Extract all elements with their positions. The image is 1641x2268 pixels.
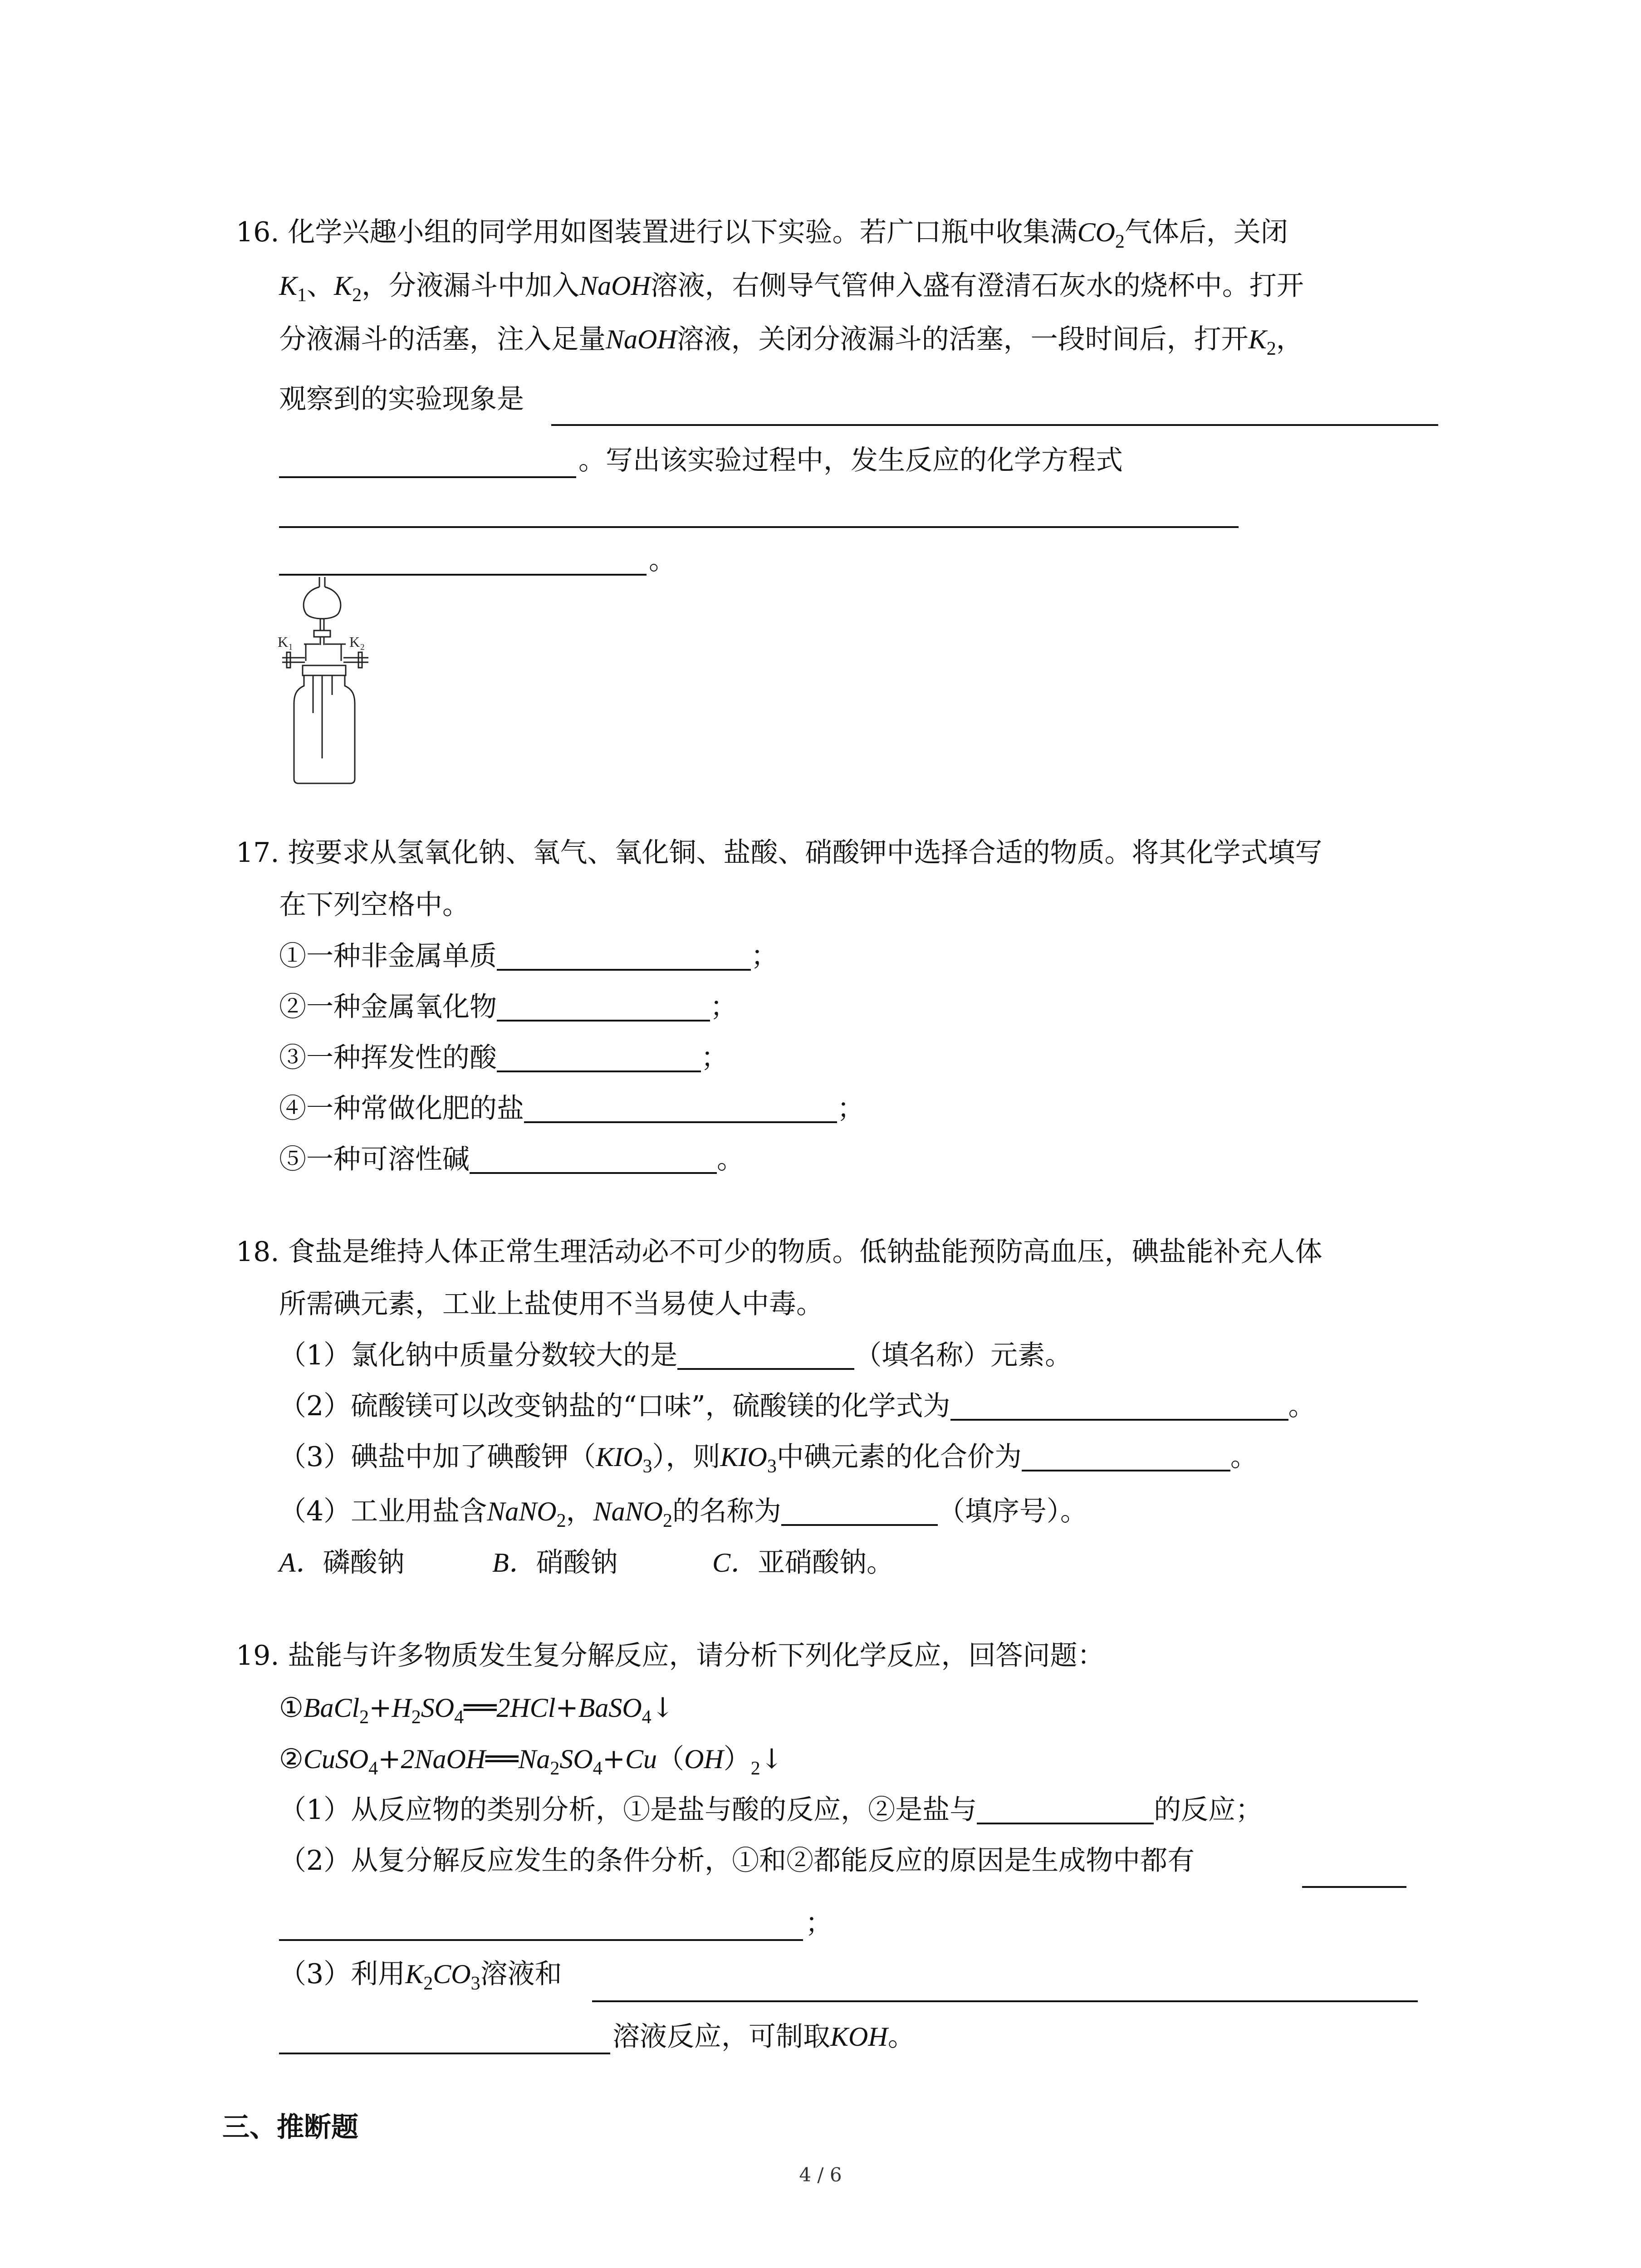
q19-blank-2b[interactable]: [279, 1939, 803, 1941]
q18-blank-3[interactable]: [1022, 1442, 1230, 1471]
section-3-heading: 三、推断题: [222, 2112, 358, 2143]
q17-item-5: ⑤一种可溶性碱 。: [279, 1144, 744, 1175]
q17-blank-1[interactable]: [497, 941, 751, 971]
q17-line-1: 17. 按要求从氢氧化钠、氧气、氧化铜、盐酸、硝酸钾中选择合适的物质。将其化学式填写: [236, 837, 1323, 869]
q17-item-2: ②一种金属氧化物 ；: [279, 991, 737, 1023]
q18-part-2: （2）硫酸镁可以改变钠盐的“口味”，硫酸镁的化学式为 。: [279, 1390, 1316, 1422]
q16-line-4: 观察到的实验现象是: [279, 383, 524, 415]
q18-line-1: 18. 食盐是维持人体正常生理活动必不可少的物质。低钠盐能预防高血压，碘盐能补充人体: [236, 1236, 1323, 1268]
q17-item-3: ③一种挥发性的酸 ；: [279, 1042, 728, 1074]
q18-part-1: （1）氯化钠中质量分数较大的是 （填名称）元素。: [279, 1339, 1073, 1371]
q19-part-2: （2）从复分解反应发生的条件分析，①和②都能反应的原因是生成物中都有: [279, 1845, 1195, 1877]
q19-reaction-2: $②CuSO_4+2NaOH══Na_2SO_4+Cu(OH)_2↓$: [279, 1743, 784, 1779]
q18-option-b[interactable]: B．硝酸钠: [492, 1547, 618, 1579]
q19-blank-3a[interactable]: [592, 2000, 1418, 2002]
q17-number: 17.: [236, 837, 279, 869]
q16-line-2: $K_1$、$K_2$，分液漏斗中加入NaOH溶液，右侧导气管伸入盛有澄清石灰水的烧杯中。打开: [279, 270, 1304, 306]
q19-part-3-end: 溶液反应，可制取KOH。: [612, 2021, 915, 2053]
q18-blank-4[interactable]: [781, 1496, 938, 1526]
q18-option-a[interactable]: A．磷酸钠: [279, 1547, 405, 1579]
q19-number: 19.: [236, 1640, 279, 1672]
q17-item-1: ①一种非金属单质 ；: [279, 940, 778, 972]
q18-blank-2[interactable]: [950, 1391, 1288, 1421]
q16-equation-blank-2[interactable]: [279, 574, 647, 576]
q16-line-3: 分液漏斗的活塞，注入足量NaOH溶液，关闭分液漏斗的活塞，一段时间后，打开$K_2$，: [279, 323, 1303, 359]
q16-line-1: 16. 化学兴趣小组的同学用如图装置进行以下实验。若广口瓶中收集满$CO_2$气体后，关闭: [236, 216, 1288, 252]
q16-answer-blank-2[interactable]: [279, 476, 576, 478]
q17-line-2: 在下列空格中。: [279, 889, 470, 921]
page-number: 4 / 6: [799, 2164, 842, 2186]
q19-blank-2a[interactable]: [1302, 1886, 1406, 1888]
q18-option-c[interactable]: C．亚硝酸钠。: [712, 1547, 894, 1579]
q19-part-2-end: ；: [805, 1907, 833, 1939]
q19-part-1: （1）从反应物的类别分析，①是盐与酸的反应，②是盐与 的反应；: [279, 1794, 1263, 1826]
apparatus-figure: [278, 577, 373, 786]
q18-blank-1[interactable]: [677, 1340, 854, 1370]
q17-blank-2[interactable]: [497, 992, 710, 1022]
q19-reaction-1: $①BaCl_2+H_2SO_4══2HCl+BaSO_4↓$: [279, 1692, 674, 1728]
q17-blank-5[interactable]: [470, 1144, 717, 1174]
q19-line-1: 19. 盐能与许多物质发生复分解反应，请分析下列化学反应，回答问题：: [236, 1640, 1105, 1672]
q16-line-5: 。写出该实验过程中，发生反应的化学方程式: [578, 445, 1123, 476]
q16-line-7: 。: [649, 544, 676, 576]
k1-label: K₁: [278, 634, 294, 650]
q16-equation-blank-1[interactable]: [279, 526, 1239, 528]
q17-item-4: ④一种常做化肥的盐 ；: [279, 1093, 864, 1124]
q17-blank-3[interactable]: [497, 1042, 701, 1072]
q18-part-3: （3）碘盐中加了碘酸钾$(KIO_3)$，则$KIO_3$中碘元素的化合价为 。: [279, 1441, 1258, 1477]
q19-part-3: （3）利用$K_2CO_3$溶液和: [279, 1958, 562, 1994]
q18-line-2: 所需碘元素，工业上盐使用不当易使人中毒。: [279, 1288, 823, 1320]
q19-blank-1[interactable]: [977, 1794, 1154, 1824]
q18-number: 18.: [236, 1236, 279, 1268]
q16-answer-blank-1[interactable]: [551, 424, 1438, 426]
q17-blank-4[interactable]: [524, 1093, 837, 1123]
k2-label: K₂: [349, 634, 365, 650]
q19-blank-3b[interactable]: [279, 2053, 610, 2054]
q18-part-4: （4）工业用盐含NaNO$_2$，NaNO$_2$的名称为 （填序号）。: [279, 1496, 1087, 1531]
q16-number: 16.: [236, 216, 279, 248]
